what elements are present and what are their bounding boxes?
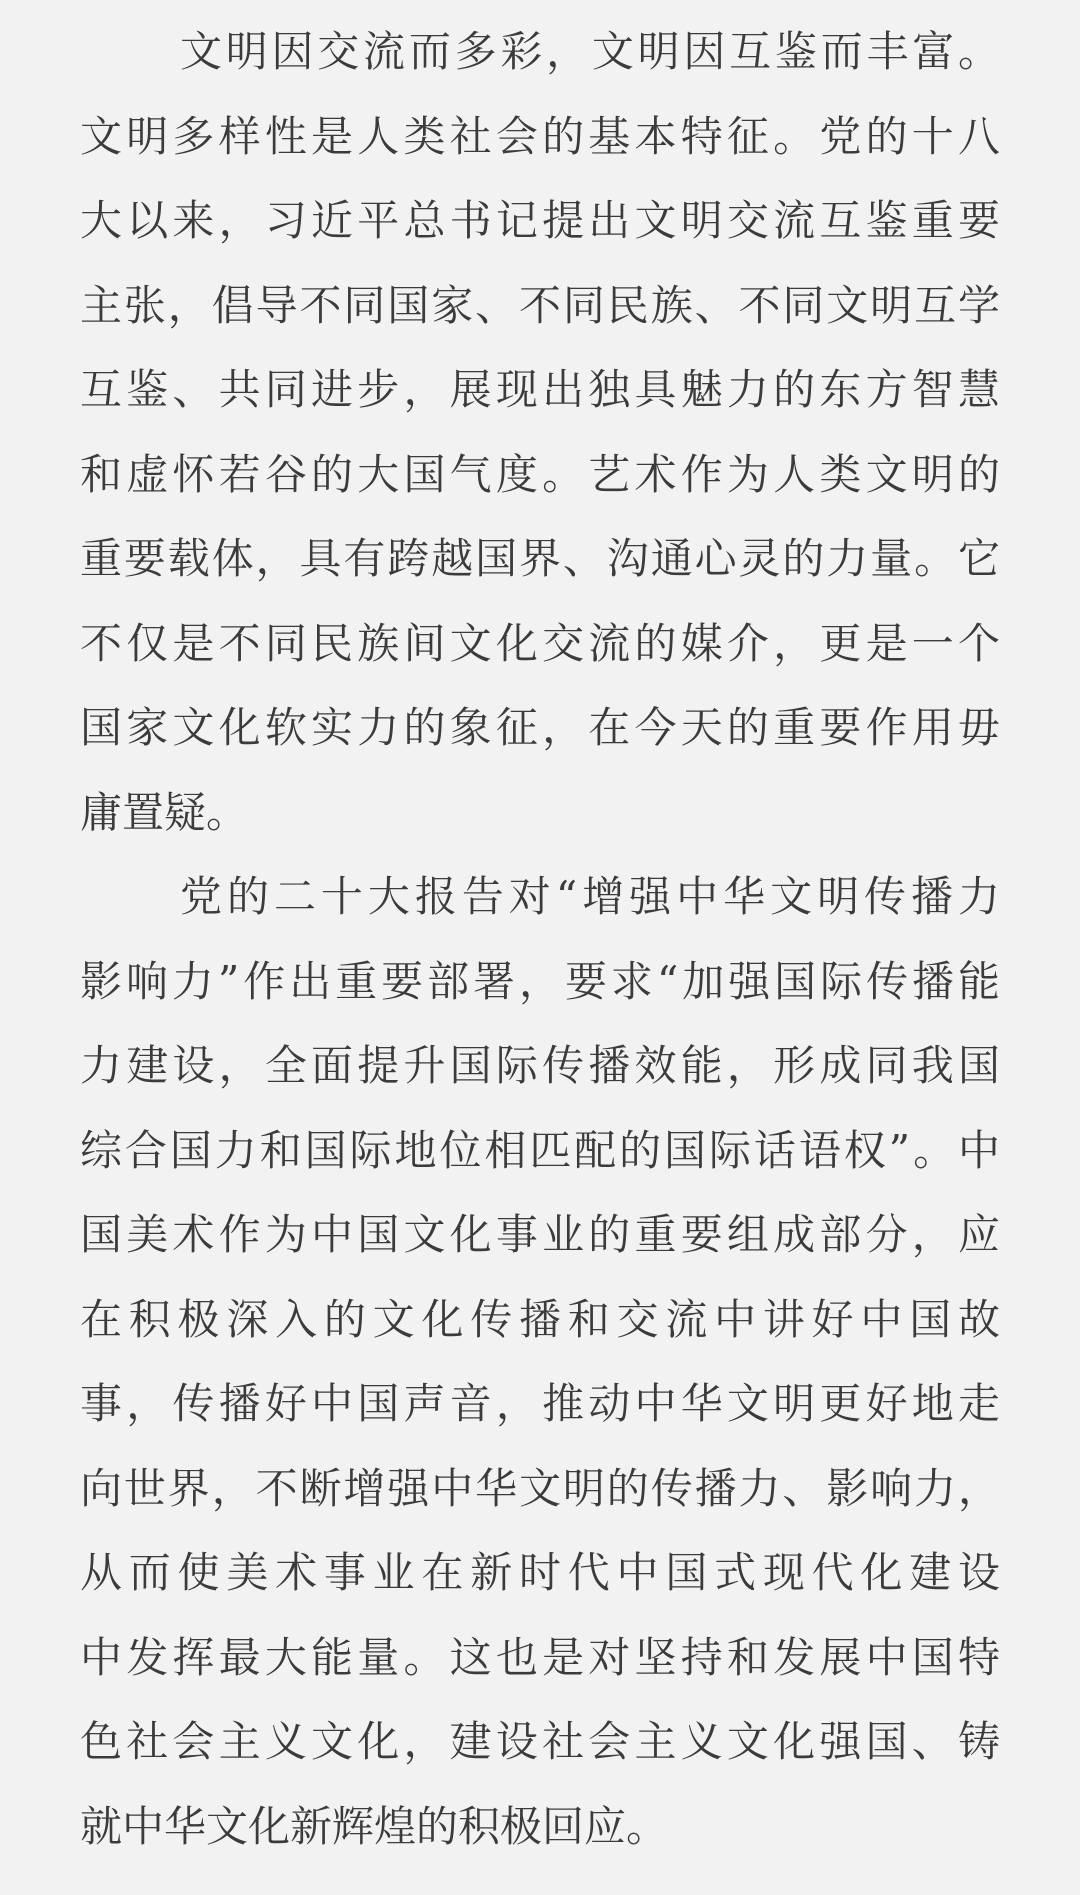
text-line: 重要载体，具有跨越国界、沟通心灵的力量。它 [80, 534, 1000, 583]
text-line: 事，传播好中国声音，推动中华文明更好地走 [80, 1379, 1000, 1428]
text-line: 就中华文化新辉煌的积极回应。 [80, 1801, 669, 1851]
paragraph-1 [80, 10, 1000, 855]
text-line: 力建设，全面提升国际传播效能，形成同我国 [80, 1041, 1000, 1090]
text-line: 大以来，习近平总书记提出文明交流互鉴重要 [80, 196, 1000, 245]
text-line: 庸置疑。 [80, 787, 249, 837]
text-line: 影响力”作出重要部署，要求“加强国际传播能 [80, 956, 1000, 1006]
text-line: 和虚怀若谷的大国气度。艺术作为人类文明的 [80, 449, 1000, 499]
text-line: 文明多样性是人类社会的基本特征。党的十八 [80, 111, 1000, 161]
article-body [80, 10, 1000, 1869]
paragraph-2 [80, 855, 1000, 1869]
text-line: 综合国力和国际地位相匹配的国际话语权”。中 [80, 1125, 1000, 1175]
text-line: 国家文化软实力的象征，在今天的重要作用毋 [80, 703, 1000, 752]
text-line: 在积极深入的文化传播和交流中讲好中国故 [80, 1294, 1000, 1344]
text-line: 从而使美术事业在新时代中国式现代化建设 [80, 1548, 1000, 1597]
text-line: 不仅是不同民族间文化交流的媒介，更是一个 [80, 618, 1000, 668]
text-line: 国美术作为中国文化事业的重要组成部分，应 [80, 1210, 1000, 1259]
text-line: 文明因交流而多彩，文明因互鉴而丰富。 [180, 27, 1000, 76]
text-line: 互鉴、共同进步，展现出独具魅力的东方智慧 [80, 365, 1000, 414]
text-line: 党的二十大报告对“增强中华文明传播力 [180, 872, 1000, 921]
text-line: 色社会主义文化，建设社会主义文化强国、铸 [80, 1717, 1000, 1766]
text-line: 主张，倡导不同国家、不同民族、不同文明互学 [80, 280, 1000, 330]
text-line: 向世界，不断增强中华文明的传播力、影响力， [80, 1463, 1000, 1513]
text-line: 中发挥最大能量。这也是对坚持和发展中国特 [80, 1632, 1000, 1682]
